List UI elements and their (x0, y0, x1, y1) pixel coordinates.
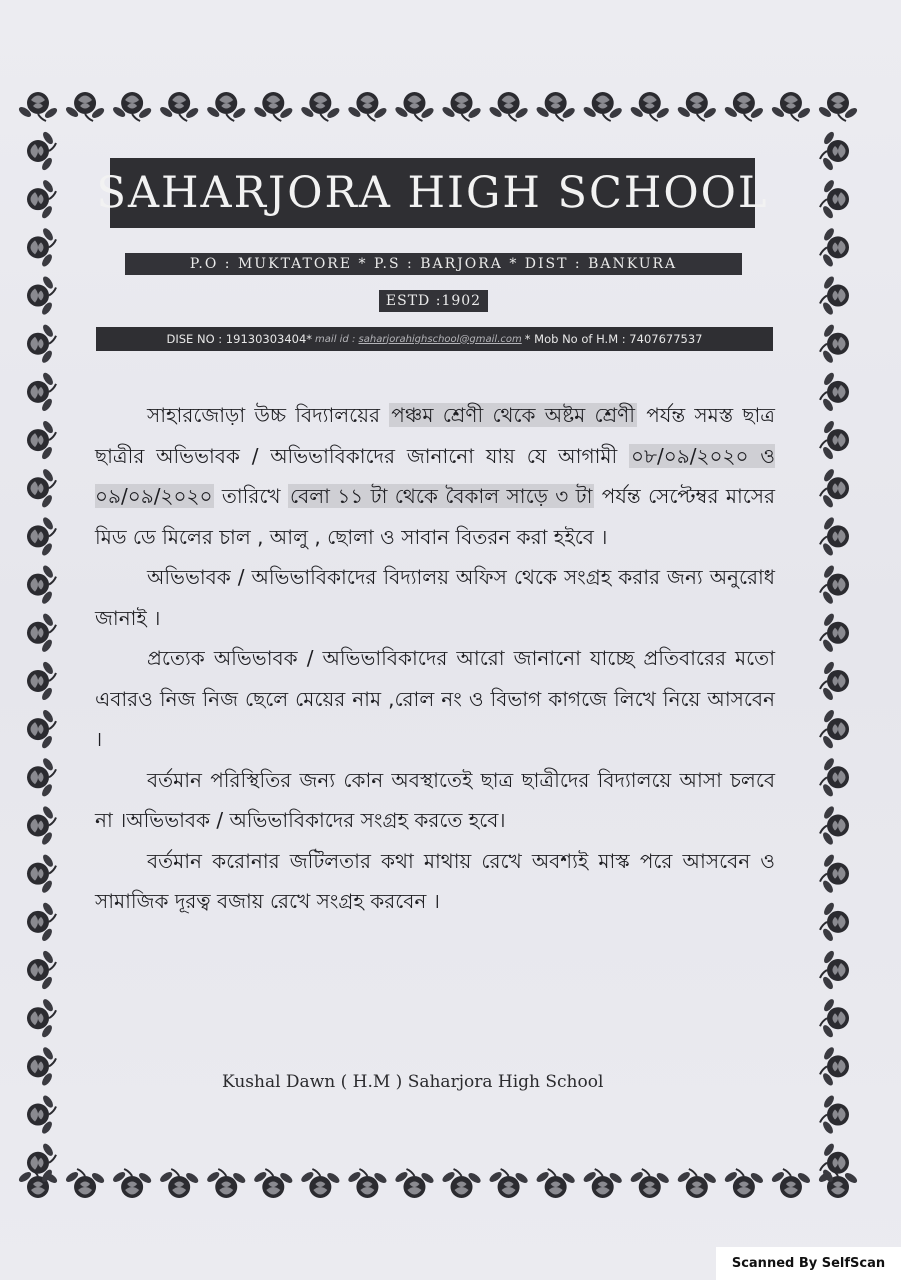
rose-icon (27, 1046, 56, 1087)
rose-icon (27, 901, 56, 942)
rose-icon (820, 757, 849, 798)
rose-icon (820, 997, 849, 1038)
rose-icon (441, 1169, 482, 1198)
rose-icon (64, 92, 105, 121)
rose-icon (820, 805, 849, 846)
notice-paragraph-2: অভিভাবক / অভিভাবিকাদের বিদ্যালয় অফিস থেকে সংগ্রহ করার জন্য অনুরোধ জানাই । (95, 565, 775, 630)
rose-icon (676, 1169, 717, 1198)
rose-icon (64, 1169, 105, 1198)
rose-icon (820, 130, 849, 171)
rose-icon (817, 92, 858, 121)
rose-icon (27, 178, 56, 219)
rose-icon (27, 853, 56, 894)
text-run: সাহারজোড়া উচ্চ বিদ্যালয়ের (147, 403, 390, 427)
mail-info (315, 334, 522, 345)
rose-icon (820, 227, 849, 268)
rose-icon (300, 1169, 341, 1198)
rose-icon (27, 1094, 56, 1135)
rose-icon (27, 660, 56, 701)
rose-icon (582, 1169, 623, 1198)
rose-icon (723, 92, 764, 121)
rose-icon (820, 1046, 849, 1087)
notice-paragraph-4: বর্তমান পরিস্থিতির জন্য কোন অবস্থাতেই ছাত্র ছাত্রীদের বিদ্যালয়ে আসা চলবে না ।অভিভাবক / অভিভাবিকাদের সংগ্রহ করতে হবে। (95, 767, 775, 832)
rose-icon (111, 92, 152, 121)
address-banner: P.O : MUKTATORE * P.S : BARJORA * DIST : BANKURA (125, 253, 742, 275)
rose-icon (629, 92, 670, 121)
rose-icon (347, 1169, 388, 1198)
rose-icon (27, 708, 56, 749)
rose-icon (27, 419, 56, 460)
rose-icon (27, 323, 56, 364)
rose-icon (27, 997, 56, 1038)
notice-body (95, 395, 775, 922)
highlight-time: বেলা ১১ টা থেকে বৈকাল সাড়ে ৩ টা (289, 484, 593, 508)
contact-banner (96, 327, 773, 351)
rose-icon (820, 178, 849, 219)
rose-icon (770, 92, 811, 121)
rose-icon (347, 92, 388, 121)
rose-icon (629, 1169, 670, 1198)
rose-icon (820, 949, 849, 990)
rose-icon (723, 1169, 764, 1198)
rose-icon (488, 92, 529, 121)
rose-icon (535, 92, 576, 121)
rose-icon (17, 92, 58, 121)
mail-link[interactable]: saharjorahighschool@gmail.com (358, 333, 522, 345)
dise-number: DISE NO : 19130303404* (166, 332, 313, 346)
rose-icon (676, 92, 717, 121)
notice-paragraph-5: বর্তমান করোনার জটিলতার কথা মাথায় রেখে অবশ্যই মাস্ক পরে আসবেন ও সামাজিক দূরত্ব বজায় রেখে সংগ্রহ করবেন । (95, 848, 775, 913)
rose-icon (820, 564, 849, 605)
rose-icon (820, 516, 849, 557)
rose-icon (300, 92, 341, 121)
scanner-watermark: Scanned By SelfScan (716, 1247, 901, 1280)
signature-line: Kushal Dawn ( H.M ) Saharjora High School (222, 1072, 604, 1092)
rose-icon (27, 757, 56, 798)
rose-icon (111, 1169, 152, 1198)
rose-icon (205, 92, 246, 121)
established-banner: ESTD :1902 (379, 290, 488, 312)
rose-icon (253, 92, 294, 121)
rose-icon (394, 1169, 435, 1198)
rose-icon (205, 1169, 246, 1198)
rose-icon (27, 516, 56, 557)
rose-icon (441, 92, 482, 121)
rose-icon (27, 805, 56, 846)
hm-mobile: * Mob No of H.M : 7407677537 (524, 332, 703, 346)
rose-icon (820, 853, 849, 894)
rose-icon (27, 130, 56, 171)
rose-icon (27, 564, 56, 605)
rose-icon (27, 468, 56, 509)
rose-icon (158, 1169, 199, 1198)
rose-icon (27, 227, 56, 268)
notice-paragraph-1 (95, 395, 775, 557)
rose-icon (820, 708, 849, 749)
rose-icon (582, 92, 623, 121)
notice-paragraph-3: প্রত্যেক অভিভাবক / অভিভাবিকাদের আরো জানানো যাচ্ছে প্রতিবারের মতো এবারও নিজ নিজ ছেলে মেয়ের নাম ,রোল নং ও বিভাগ কাগজে লিখে নিয়ে আসবেন । (95, 646, 775, 751)
rose-icon (27, 371, 56, 412)
text-run: পর্যন্ত সেপ্টেম্বর মাসের মিড ডে মিলের চাল , আলু , ছোলা ও সাবান বিতরন করা হইবে । (95, 484, 775, 549)
mail-label: mail id : (315, 333, 356, 345)
text-run: পর্যন্ত সমস্ত ছাত্র ছাত্রীর অভিভাবক / অভিভাবিকাদের জানানো যায় যে আগামী (95, 403, 775, 468)
rose-icon (820, 275, 849, 316)
rose-icon (820, 901, 849, 942)
rose-icon (820, 419, 849, 460)
rose-icon (27, 275, 56, 316)
rose-icon (820, 323, 849, 364)
rose-icon (820, 371, 849, 412)
rose-icon (253, 1169, 294, 1198)
highlight-classes: পঞ্চম শ্রেণী থেকে অষ্টম শ্রেণী (391, 403, 635, 427)
rose-icon (820, 1094, 849, 1135)
rose-icon (535, 1169, 576, 1198)
rose-icon (820, 468, 849, 509)
rose-icon (770, 1169, 811, 1198)
highlight-dates: ০৮/০৯/২০২০ ও ০৯/০৯/২০২০ (95, 443, 775, 508)
rose-icon (820, 660, 849, 701)
rose-icon (394, 92, 435, 121)
rose-icon (488, 1169, 529, 1198)
text-run: তারিখে (214, 484, 288, 508)
rose-icon (27, 949, 56, 990)
rose-icon (158, 92, 199, 121)
rose-icon (820, 612, 849, 653)
school-name-banner: SAHARJORA HIGH SCHOOL (110, 158, 755, 228)
rose-icon (27, 612, 56, 653)
